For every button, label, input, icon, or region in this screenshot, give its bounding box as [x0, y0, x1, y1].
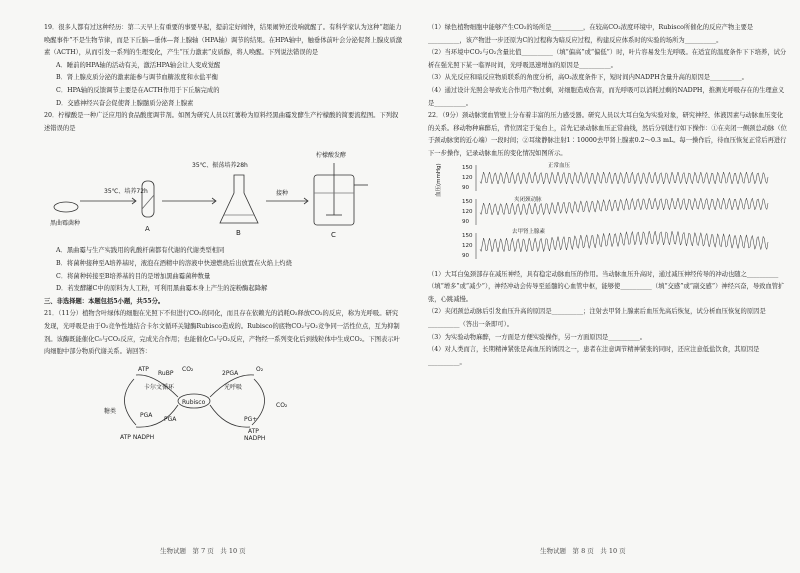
source-dish — [54, 202, 78, 212]
vessel-c-label: C — [331, 231, 336, 240]
blood-pressure-figure — [428, 161, 788, 269]
left-page — [44, 22, 404, 443]
sugar-label: 糖类 — [104, 407, 117, 415]
q22-sub-4: （4）对人类而言，长期精神紧张是高血压的诱因之一，患者在注意调节精神紧张的同时，还应注意低盐饮食，其原因是__________。 — [428, 346, 760, 366]
product-label: 柠檬酸发酵 — [316, 152, 347, 160]
nadph-label: NADPH — [244, 434, 266, 442]
atp-nadph-label: ATP NADPH — [120, 433, 155, 441]
atp-label-2: ATP — [248, 427, 259, 435]
q22-sub-1: （1）大耳白兔颈部存在减压神经，具有稳定动脉血压的作用。当动脉血压升高时，通过减压神经传导的冲动也随之__________（填“增多”或“减少”），神经冲动会传导至延髓的心血管中枢，能够使__________（填“交感”或“副交感”）神经兴奋，导致血管扩张，心跳减慢。 — [428, 270, 785, 303]
q19-stem: 19．很多人都有过这种经历：第二天早上有重要的事要早起，提前定好闹钟，结果闹钟还没响就醒了。有科学家认为这种“超能力唤醒事件”不是生物节律，而是下丘脑—垂体—肾上腺轴（HPA轴）调节的结果。在HPA轴中，触垂体前叶会分泌促肾上腺皮质激素（ACTH），从而引发一系列的生理变化，产生“压力激素”皮质醇，将人唤醒。下列说法错误的是 — [44, 24, 403, 57]
inoculate-label: 接种 — [276, 190, 289, 198]
y-axis-label: 血压(mmHg) — [436, 162, 442, 197]
fermentation-figure — [44, 135, 404, 245]
vessel-b-label: B — [236, 229, 241, 238]
q20-option-a: A．黑曲霉与生产实践用的乳酸杆菌都有代谢的代谢类型相同 — [56, 247, 225, 255]
photorespiration-figure — [44, 359, 404, 443]
slant-medium — [142, 195, 154, 209]
bp-trace-1 — [480, 172, 768, 184]
tick-3-120: 120 — [462, 242, 473, 249]
waveforms — [480, 172, 768, 252]
source-label: 黑曲霉菌种 — [50, 220, 81, 228]
right-page — [428, 22, 788, 369]
photo-resp-label: 光呼吸 — [224, 383, 243, 391]
vessel-b — [220, 175, 258, 223]
q19-option-b: B．肾上腺皮质分泌的激素能参与调节血糖浓度和水盐平衡 — [56, 74, 219, 82]
q21-stem: 21．（11分）植物含叶绿体的细胞在光照下不但进行CO₂的同化，而且存在依赖光的消耗O₂释放CO₂的反应，称为光呼吸。研究发现，光呼吸是由于O₂竞争性地结合卡尔文循环关键酶Rubisco造成的。Rubisco的底物CO₂与O₂竞争同一活性位点，互为抑制剂。该酶既能催化C₅与CO₂反应，完成光合作用；也能催化C₅与O₂反应，产物经一系列变化后到线粒体中生成CO₂。下图表示叶肉细胞中部分物质代谢关系。请回答： — [44, 310, 400, 356]
q19-option-c: C．HPA轴的反馈调节主要是在ACTH作用于下丘脑完成的 — [56, 86, 220, 94]
q22-stem: 22．（9分）颈动脉窦血管壁上分布着丰富的压力感受器。研究人员以大耳白兔为实验对象，研究神经、体液因素与动脉血压变化的关系。移动物种麻醉后，背位固定于兔台上，首先记录动脉血压正常曲线，然后分别进行如下操作：①在夹闭一侧颈总动脉（位于颈动脉窦的近心端）一段时间；②耳缘静脉注射1∶10000去甲肾上腺素0.2～0.3 mL。每一操作后，待血压恢复正常后再进行下一步操作，记录动脉血压的变化情况如图所示。 — [428, 112, 787, 157]
calvin-label: 卡尔文循环 — [144, 383, 175, 391]
left-page-footer: 生物试题 第 7 页 共 10 页 — [160, 547, 246, 555]
q20-option-d: D．若发酵罐C中的原料为人工粉，可利用黑曲霉本身上产生的淀粉酶起降解 — [56, 285, 268, 293]
tick-3-150: 150 — [462, 232, 473, 239]
tick-1-90: 90 — [462, 184, 469, 191]
q21-sub-3: （3）从光反应和暗反应物质联系的角度分析，高O₂浓度条件下，短时间内NADPH含量升高的原因是__________。 — [428, 74, 748, 82]
temp1-label: 35℃、培养72h — [104, 188, 148, 196]
trace-label-normal: 正常血压 — [548, 162, 571, 169]
q22-sub-2: （2）夹闭颈总动脉后引发血压升高的原因是__________；注射去甲肾上腺素后血压先高后恢复，试分析血压恢复的原因是__________（答出一条即可）。 — [428, 308, 766, 328]
rubisco-label: Rubisco — [182, 398, 206, 406]
tick-2-150: 150 — [462, 198, 473, 205]
trace-label-norepinephrine: 去甲肾上腺素 — [512, 228, 546, 235]
q20-option-b: B．将菌种接种至A培养基时，液泡在酒精中的溶液中快速燃烧后出放置在火焰上灼烧 — [56, 259, 292, 267]
vessel-a — [142, 181, 154, 217]
co2-label-1: CO₂ — [182, 365, 194, 373]
atp-label-1: ATP — [138, 365, 149, 373]
q20-option-c: C．将菌种转接至B培养基的目的是增加黑曲霉菌种数量 — [56, 272, 211, 280]
trace-label-clamp: 夹闭颈动脉 — [514, 196, 542, 203]
q21-sub-2: （2）当环境中CO₂与O₂含量比值__________（填“偏高”或“偏低”）时，叶片容易发生光呼吸。在适宜的温度条件下下培养，试分析在强光照下某一临界时间，光呼吸迅速增加的原因是__________。 — [428, 49, 787, 69]
section-2-heading: 三、非选择题：本题包括5小题，共55分。 — [44, 297, 165, 305]
tick-1-150: 150 — [462, 164, 473, 171]
vessel-a-label: A — [145, 225, 150, 234]
right-page-footer: 生物试题 第 8 页 共 10 页 — [540, 547, 626, 555]
tick-3-90: 90 — [462, 252, 469, 259]
blood-pressure-traces — [428, 161, 778, 269]
q19-option-d: D．交感神经兴奋会促使肾上腺髓质分泌肾上腺素 — [56, 99, 194, 107]
pga-label-2: PGA — [164, 415, 177, 423]
tick-1-120: 120 — [462, 174, 473, 181]
q19-option-a: A．睡前的HPA轴的活动有关，激活HPA轴会让人变成觉醒 — [56, 61, 221, 69]
q21-sub-4: （4）通过设计光照会导致光合作用产物过剩，对细胞造成伤害，而光呼吸可以消耗过剩的NADPH，推测光呼吸存在的生理意义是__________。 — [428, 86, 785, 107]
photorespiration-diagram — [44, 359, 384, 443]
pga-label-1: PGA — [140, 411, 153, 419]
calvin-left-arc — [124, 379, 136, 425]
fermentation-diagram — [44, 135, 384, 245]
o2-label: O₂ — [256, 365, 264, 373]
temp2-label: 35℃、振荡培养28h — [192, 162, 248, 170]
tick-2-90: 90 — [462, 218, 469, 225]
q22-sub-3: （3）为实验动物麻醉，一方面是方便实验操作，另一方面原因是__________。 — [428, 333, 647, 341]
co2-label-2: CO₂ — [276, 401, 288, 409]
rubp-label: RuBP — [158, 369, 174, 377]
pg-label: PG+ — [244, 415, 258, 423]
tick-2-120: 120 — [462, 208, 473, 215]
q20-stem: 20．柠檬酸是一种广泛应用的食品酸度调节剂。如图为研究人员以红薯粉为原料经黑曲霉发酵生产柠檬酸的简要流程图。下列叙述错误的是 — [44, 112, 399, 132]
rubp-right-label: 2PGA — [222, 369, 239, 377]
q21-sub-1: （1）绿色植物细胞中能够产生CO₂的场所是__________，在较高CO₂浓度环境中，Rubisco所催化的反应产物主要是__________，该产物进一步还原为C的过程称为暗反应过程，构建反应体系时的实验的场所为__________。 — [428, 24, 754, 44]
